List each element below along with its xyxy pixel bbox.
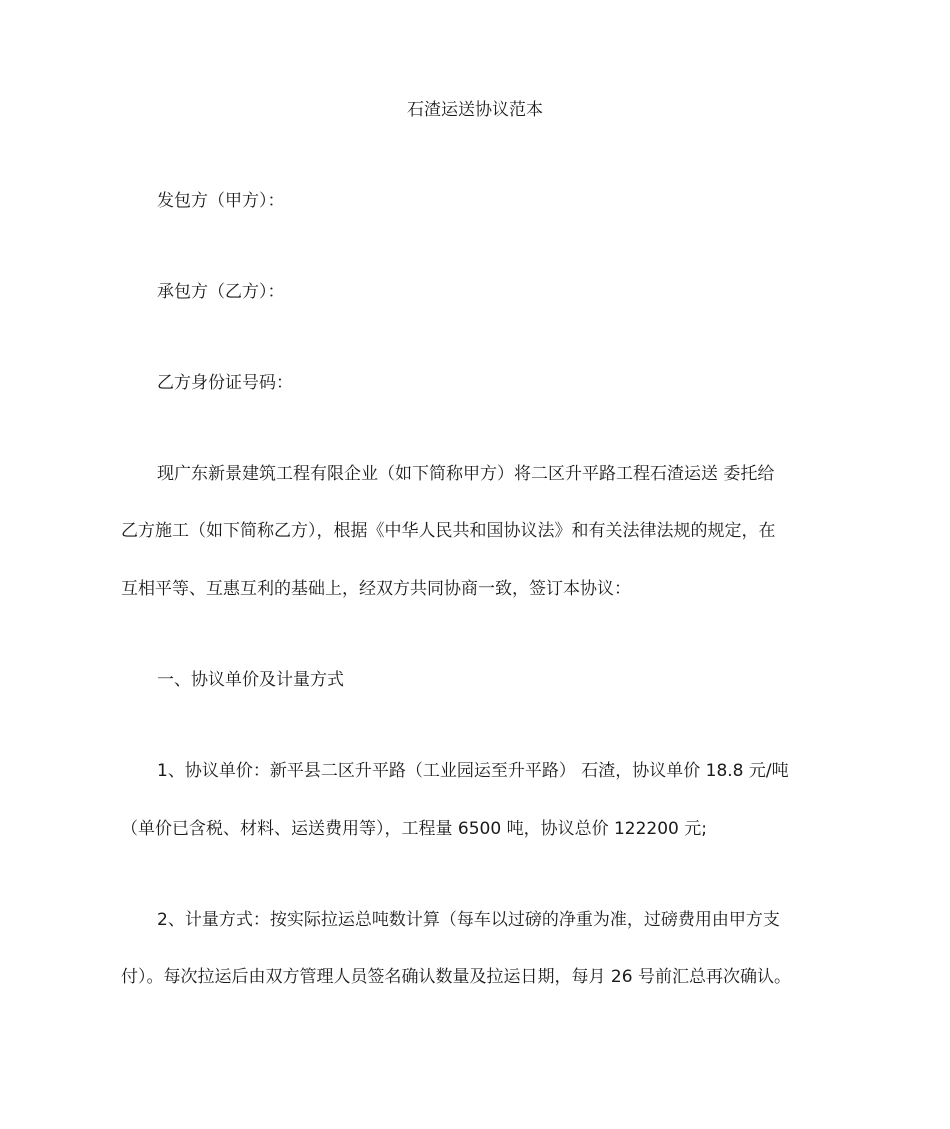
party-a-field: 发包方（甲方）： — [157, 191, 285, 211]
item-1-line-2: （单价已含税、材料、运送费用等），工程量 6500 吨，协议总价 122200 元; — [121, 819, 708, 839]
intro-line-2: 乙方施工（如下简称乙方），根据《中华人民共和国协议法》和有关法律法规的规定，在 — [121, 521, 776, 541]
intro-line-1: 现广东新景建筑工程有限企业（如下简称甲方）将二区升平路工程石渣运送 委托给 — [157, 464, 775, 484]
document-title: 石渣运送协议范本 — [407, 100, 543, 120]
intro-line-3: 互相平等、互惠互利的基础上，经双方共同协商一致，签订本协议： — [121, 579, 631, 599]
party-b-field: 承包方（乙方）： — [157, 282, 285, 302]
section-1-heading: 一、协议单价及计量方式 — [157, 670, 344, 690]
party-b-id-field: 乙方身份证号码： — [157, 373, 293, 393]
item-2-line-1: 2、计量方式：按实际拉运总吨数计算（每车以过磅的净重为准，过磅费用由甲方支 — [157, 910, 780, 930]
item-2-line-2: 付）。每次拉运后由双方管理人员签名确认数量及拉运日期，每月 26 号前汇总再次确认。 — [121, 967, 791, 987]
item-1-line-1: 1、协议单价：新平县二区升平路（工业园运至升平路） 石渣，协议单价 18.8 元/吨 — [157, 761, 789, 781]
